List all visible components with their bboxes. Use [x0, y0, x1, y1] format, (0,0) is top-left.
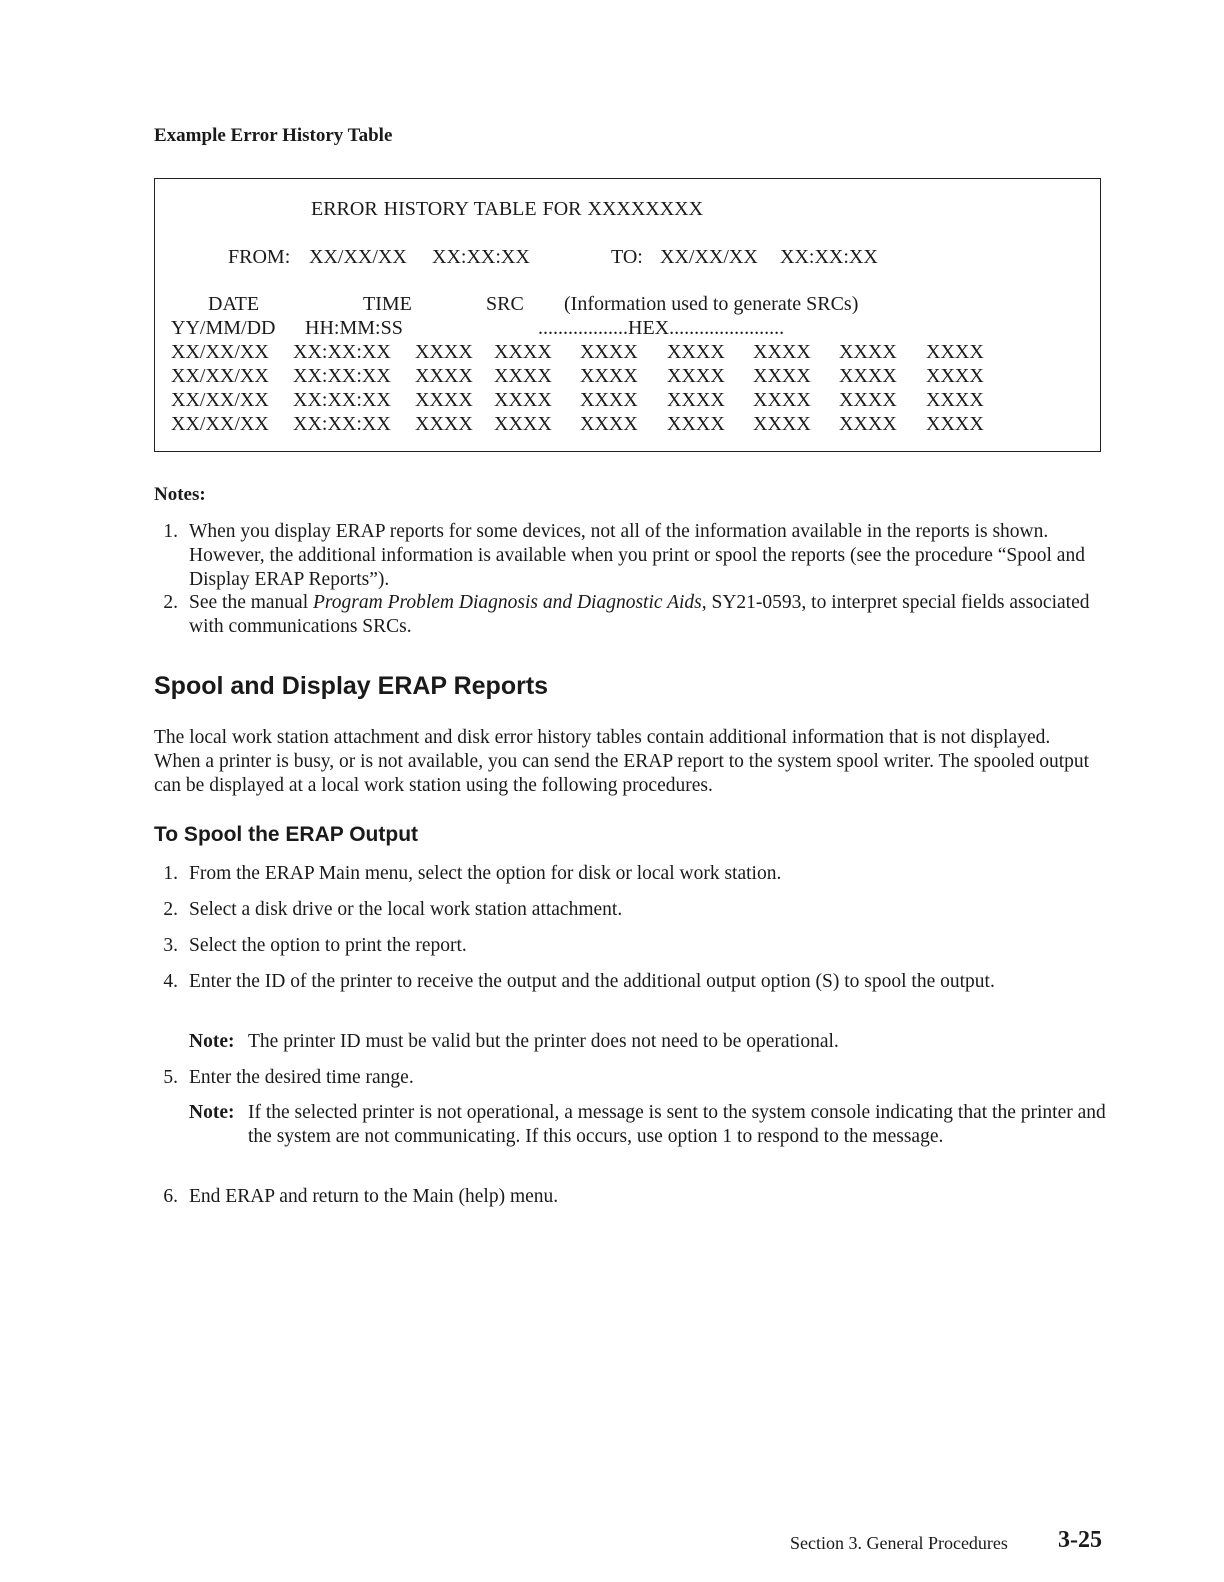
note-label: Note: — [189, 1031, 235, 1052]
row-cell-hex: XXXX — [494, 341, 552, 363]
row-cell-time: XX:XX:XX — [293, 365, 391, 387]
row-cell-hex: XXXX — [753, 365, 811, 387]
section-body: The local work station attachment and disk error history tables contain additional information that is not displayed. When a printer is busy, or is not available, you can send the ERAP report to the system spool writer. The spooled output can be displayed at a local work station using the following procedures. — [154, 727, 1090, 796]
note-text — [189, 591, 1094, 639]
row-cell-time: XX:XX:XX — [293, 341, 391, 363]
table-title: ERROR HISTORY TABLE FOR XXXXXXXX — [311, 198, 704, 220]
time-format: HH:MM:SS — [305, 317, 403, 339]
note-number: 1. — [163, 521, 178, 542]
date-format: YY/MM/DD — [171, 317, 276, 339]
col-date-header: DATE — [208, 293, 260, 315]
footer-section-title: Section 3. General Procedures — [790, 1533, 1008, 1553]
step-text: End ERAP and return to the Main (help) menu. — [189, 1186, 559, 1207]
step-number: 5. — [163, 1067, 178, 1088]
row-cell-hex: XXXX — [415, 365, 473, 387]
notes-heading: Notes: — [154, 484, 206, 505]
step-text: Select the option to print the report. — [189, 935, 467, 956]
row-cell-hex: XXXX — [926, 389, 984, 411]
note-text: When you display ERAP reports for some devices, not all of the information available in the reports is shown. However, the additional information is available when you print or spool the reports (see the procedure “Spool and Display ERAP Reports”). — [189, 521, 1085, 590]
step-text: Enter the ID of the printer to receive the output and the additional output option (S) to spool the output. — [189, 971, 995, 992]
note-number: 2. — [163, 592, 178, 613]
note-text-after: , SY21-0593, to interpret special fields associated with communications SRCs. — [189, 592, 1090, 637]
row-cell-hex: XXXX — [494, 389, 552, 411]
row-cell-hex: XXXX — [580, 365, 638, 387]
row-cell-hex: XXXX — [667, 389, 725, 411]
row-cell-hex: XXXX — [753, 341, 811, 363]
example-title: Example Error History Table — [154, 125, 393, 146]
note-text-before: See the manual — [189, 592, 313, 613]
step-text: From the ERAP Main menu, select the option for disk or local work station. — [189, 863, 782, 884]
section-heading: Spool and Display ERAP Reports — [154, 672, 549, 700]
procedure-heading: To Spool the ERAP Output — [154, 823, 419, 846]
row-cell-hex: XXXX — [753, 413, 811, 435]
row-cell-hex: XXXX — [667, 341, 725, 363]
row-cell-hex: XXXX — [415, 389, 473, 411]
row-cell-hex: XXXX — [839, 341, 897, 363]
row-cell-hex: XXXX — [926, 341, 984, 363]
row-cell-hex: XXXX — [926, 413, 984, 435]
row-cell-hex: XXXX — [580, 341, 638, 363]
note-label: Note: — [189, 1102, 235, 1123]
note-text: If the selected printer is not operational, a message is sent to the system console indicating that the printer and the system are not communicating. If this occurs, use option 1 to respond to the message. — [248, 1102, 1106, 1147]
col-time-header: TIME — [363, 293, 412, 315]
row-cell-time: XX:XX:XX — [293, 389, 391, 411]
step-text: Select a disk drive or the local work station attachment. — [189, 899, 623, 920]
to-time: XX:XX:XX — [780, 246, 878, 268]
col-src-header: SRC — [486, 293, 524, 315]
step-number: 1. — [163, 863, 178, 884]
row-cell-hex: XXXX — [580, 413, 638, 435]
row-cell-date: XX/XX/XX — [171, 389, 269, 411]
step-number: 3. — [163, 935, 178, 956]
row-cell-hex: XXXX — [926, 365, 984, 387]
row-cell-hex: XXXX — [839, 365, 897, 387]
note-text: The printer ID must be valid but the printer does not need to be operational. — [248, 1031, 839, 1052]
row-cell-date: XX/XX/XX — [171, 365, 269, 387]
row-cell-hex: XXXX — [839, 389, 897, 411]
row-cell-date: XX/XX/XX — [171, 413, 269, 435]
row-cell-hex: XXXX — [667, 365, 725, 387]
manual-title: Program Problem Diagnosis and Diagnostic Aids — [313, 592, 702, 613]
row-cell-hex: XXXX — [580, 389, 638, 411]
from-time: XX:XX:XX — [432, 246, 530, 268]
row-cell-hex: XXXX — [839, 413, 897, 435]
row-cell-hex: XXXX — [667, 413, 725, 435]
row-cell-hex: XXXX — [415, 413, 473, 435]
row-cell-hex: XXXX — [753, 389, 811, 411]
page-number: 3-25 — [1058, 1527, 1102, 1553]
to-label: TO: — [611, 246, 643, 268]
row-cell-time: XX:XX:XX — [293, 413, 391, 435]
step-number: 2. — [163, 899, 178, 920]
hex-format: ..................HEX....................... — [538, 317, 785, 339]
to-date: XX/XX/XX — [660, 246, 758, 268]
step-number: 6. — [163, 1186, 178, 1207]
row-cell-hex: XXXX — [415, 341, 473, 363]
row-cell-hex: XXXX — [494, 413, 552, 435]
col-info-header: (Information used to generate SRCs) — [564, 293, 859, 315]
step-text: Enter the desired time range. — [189, 1067, 414, 1088]
from-date: XX/XX/XX — [309, 246, 407, 268]
row-cell-date: XX/XX/XX — [171, 341, 269, 363]
step-number: 4. — [163, 971, 178, 992]
row-cell-hex: XXXX — [494, 365, 552, 387]
error-history-table — [154, 178, 1101, 452]
from-label: FROM: — [228, 246, 291, 268]
